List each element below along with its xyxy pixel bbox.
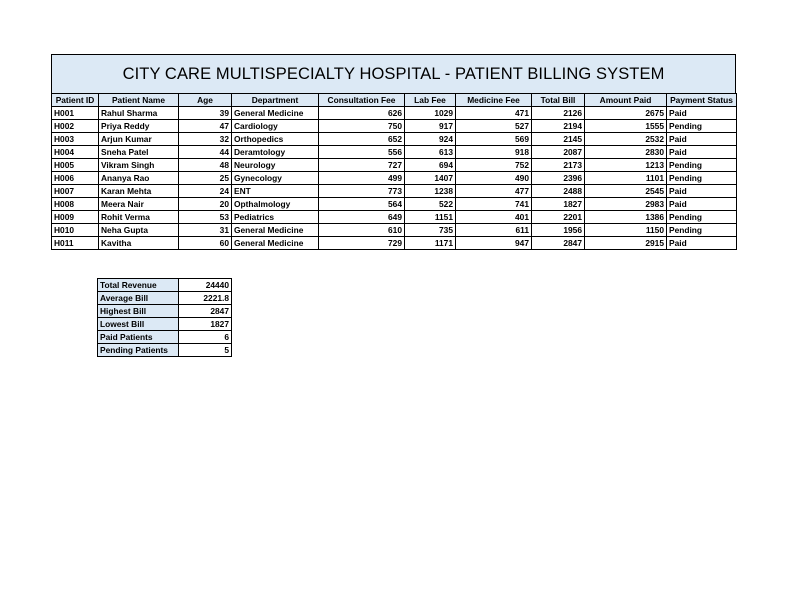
cell-total: 2488 <box>532 185 585 198</box>
cell-consult: 499 <box>319 172 405 185</box>
cell-dept: Pediatrics <box>232 211 319 224</box>
cell-consult: 729 <box>319 237 405 250</box>
cell-age: 31 <box>179 224 232 237</box>
cell-paid: 1386 <box>585 211 667 224</box>
cell-age: 47 <box>179 120 232 133</box>
cell-dept: General Medicine <box>232 224 319 237</box>
cell-lab: 735 <box>405 224 456 237</box>
summary-row <box>98 331 232 344</box>
cell-dept: Gynecology <box>232 172 319 185</box>
cell-status: Paid <box>667 107 737 120</box>
cell-paid: 1150 <box>585 224 667 237</box>
cell-consult: 727 <box>319 159 405 172</box>
cell-name: Karan Mehta <box>99 185 179 198</box>
cell-lab: 522 <box>405 198 456 211</box>
cell-dept: General Medicine <box>232 107 319 120</box>
table-row <box>52 224 737 237</box>
cell-status: Paid <box>667 198 737 211</box>
table-row <box>52 172 737 185</box>
column-header: Patient Name <box>99 94 179 107</box>
cell-id: H007 <box>52 185 99 198</box>
header-row <box>52 94 737 107</box>
cell-age: 32 <box>179 133 232 146</box>
column-header: Consultation Fee <box>319 94 405 107</box>
cell-paid: 1213 <box>585 159 667 172</box>
cell-name: Rohit Verma <box>99 211 179 224</box>
cell-age: 53 <box>179 211 232 224</box>
summary-value: 2847 <box>179 305 232 318</box>
cell-paid: 2983 <box>585 198 667 211</box>
column-header: Medicine Fee <box>456 94 532 107</box>
cell-status: Paid <box>667 237 737 250</box>
summary-label: Average Bill <box>98 292 179 305</box>
cell-name: Ananya Rao <box>99 172 179 185</box>
cell-status: Pending <box>667 159 737 172</box>
summary-value: 2221.8 <box>179 292 232 305</box>
cell-paid: 2545 <box>585 185 667 198</box>
cell-status: Pending <box>667 224 737 237</box>
table-row <box>52 211 737 224</box>
cell-id: H003 <box>52 133 99 146</box>
summary-row <box>98 344 232 357</box>
cell-id: H009 <box>52 211 99 224</box>
column-header: Lab Fee <box>405 94 456 107</box>
cell-med: 611 <box>456 224 532 237</box>
cell-consult: 649 <box>319 211 405 224</box>
cell-lab: 924 <box>405 133 456 146</box>
cell-med: 490 <box>456 172 532 185</box>
summary-row <box>98 305 232 318</box>
cell-age: 48 <box>179 159 232 172</box>
cell-age: 24 <box>179 185 232 198</box>
cell-id: H008 <box>52 198 99 211</box>
cell-status: Paid <box>667 185 737 198</box>
cell-paid: 2675 <box>585 107 667 120</box>
summary-label: Total Revenue <box>98 279 179 292</box>
cell-med: 471 <box>456 107 532 120</box>
cell-id: H010 <box>52 224 99 237</box>
cell-paid: 2830 <box>585 146 667 159</box>
cell-lab: 1029 <box>405 107 456 120</box>
cell-total: 2201 <box>532 211 585 224</box>
cell-status: Pending <box>667 172 737 185</box>
table-row <box>52 237 737 250</box>
cell-total: 1956 <box>532 224 585 237</box>
cell-dept: Opthalmology <box>232 198 319 211</box>
cell-dept: General Medicine <box>232 237 319 250</box>
cell-dept: Cardiology <box>232 120 319 133</box>
cell-med: 741 <box>456 198 532 211</box>
column-header: Payment Status <box>667 94 737 107</box>
column-header: Age <box>179 94 232 107</box>
cell-name: Rahul Sharma <box>99 107 179 120</box>
cell-paid: 1555 <box>585 120 667 133</box>
cell-total: 1827 <box>532 198 585 211</box>
cell-status: Pending <box>667 211 737 224</box>
cell-consult: 556 <box>319 146 405 159</box>
table-row <box>52 133 737 146</box>
summary-value: 6 <box>179 331 232 344</box>
column-header: Total Bill <box>532 94 585 107</box>
cell-total: 2087 <box>532 146 585 159</box>
cell-dept: ENT <box>232 185 319 198</box>
cell-total: 2396 <box>532 172 585 185</box>
cell-status: Paid <box>667 146 737 159</box>
cell-id: H004 <box>52 146 99 159</box>
cell-age: 60 <box>179 237 232 250</box>
cell-status: Pending <box>667 120 737 133</box>
summary-label: Pending Patients <box>98 344 179 357</box>
cell-name: Sneha Patel <box>99 146 179 159</box>
cell-name: Priya Reddy <box>99 120 179 133</box>
cell-id: H006 <box>52 172 99 185</box>
table-row <box>52 159 737 172</box>
table-row <box>52 120 737 133</box>
summary-table <box>97 278 232 357</box>
cell-lab: 694 <box>405 159 456 172</box>
table-row <box>52 185 737 198</box>
cell-med: 401 <box>456 211 532 224</box>
cell-name: Vikram Singh <box>99 159 179 172</box>
cell-lab: 1171 <box>405 237 456 250</box>
cell-dept: Deramtology <box>232 146 319 159</box>
billing-table <box>51 93 737 250</box>
cell-lab: 1238 <box>405 185 456 198</box>
cell-consult: 773 <box>319 185 405 198</box>
cell-id: H011 <box>52 237 99 250</box>
cell-consult: 610 <box>319 224 405 237</box>
cell-total: 2194 <box>532 120 585 133</box>
cell-lab: 917 <box>405 120 456 133</box>
summary-label: Paid Patients <box>98 331 179 344</box>
cell-paid: 2532 <box>585 133 667 146</box>
summary-label: Lowest Bill <box>98 318 179 331</box>
cell-age: 39 <box>179 107 232 120</box>
cell-dept: Neurology <box>232 159 319 172</box>
cell-name: Meera Nair <box>99 198 179 211</box>
cell-med: 569 <box>456 133 532 146</box>
cell-total: 2126 <box>532 107 585 120</box>
cell-name: Kavitha <box>99 237 179 250</box>
cell-med: 918 <box>456 146 532 159</box>
cell-id: H005 <box>52 159 99 172</box>
table-row <box>52 146 737 159</box>
cell-consult: 626 <box>319 107 405 120</box>
sheet-title: CITY CARE MULTISPECIALTY HOSPITAL - PATIENT BILLING SYSTEM <box>51 54 736 93</box>
cell-med: 527 <box>456 120 532 133</box>
summary-value: 24440 <box>179 279 232 292</box>
summary-value: 1827 <box>179 318 232 331</box>
billing-sheet <box>51 54 736 250</box>
table-row <box>52 107 737 120</box>
column-header: Amount Paid <box>585 94 667 107</box>
cell-total: 2847 <box>532 237 585 250</box>
summary-value: 5 <box>179 344 232 357</box>
cell-age: 44 <box>179 146 232 159</box>
column-header: Department <box>232 94 319 107</box>
cell-id: H001 <box>52 107 99 120</box>
cell-total: 2173 <box>532 159 585 172</box>
cell-consult: 564 <box>319 198 405 211</box>
summary-row <box>98 318 232 331</box>
cell-consult: 652 <box>319 133 405 146</box>
table-row <box>52 198 737 211</box>
summary-label: Highest Bill <box>98 305 179 318</box>
cell-total: 2145 <box>532 133 585 146</box>
cell-lab: 613 <box>405 146 456 159</box>
cell-id: H002 <box>52 120 99 133</box>
cell-name: Neha Gupta <box>99 224 179 237</box>
summary-row <box>98 279 232 292</box>
column-header: Patient ID <box>52 94 99 107</box>
cell-dept: Orthopedics <box>232 133 319 146</box>
cell-age: 20 <box>179 198 232 211</box>
cell-paid: 2915 <box>585 237 667 250</box>
cell-lab: 1151 <box>405 211 456 224</box>
cell-med: 477 <box>456 185 532 198</box>
summary-row <box>98 292 232 305</box>
cell-paid: 1101 <box>585 172 667 185</box>
cell-lab: 1407 <box>405 172 456 185</box>
cell-age: 25 <box>179 172 232 185</box>
table-body <box>52 107 737 250</box>
cell-med: 752 <box>456 159 532 172</box>
cell-med: 947 <box>456 237 532 250</box>
cell-status: Paid <box>667 133 737 146</box>
cell-consult: 750 <box>319 120 405 133</box>
cell-name: Arjun Kumar <box>99 133 179 146</box>
